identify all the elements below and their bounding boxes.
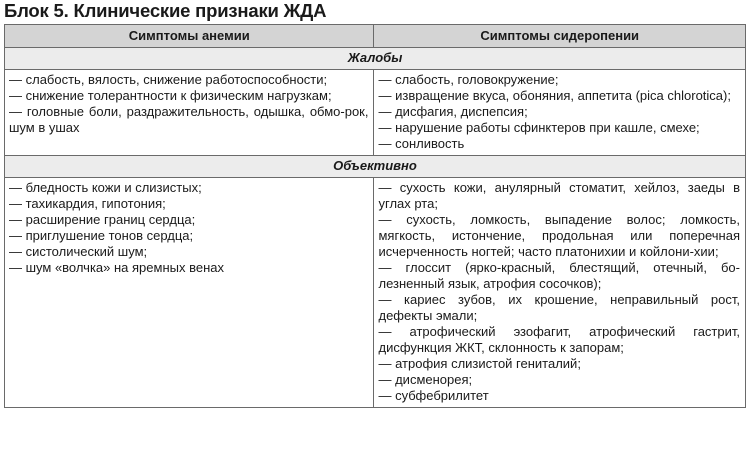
list-item: — нарушение работы сфинктеров при кашле, смехе; [378, 120, 700, 135]
list-item: — снижение толерантности к физическим нагрузкам; [9, 88, 332, 103]
section-row-complaints [5, 48, 746, 70]
list-item: — слабость, головокружение; [378, 72, 559, 87]
list-item: — приглушение тонов сердца; [9, 228, 194, 243]
symptoms-table [4, 24, 746, 408]
list-item: — слабость, вялость, снижение работоспособности; [9, 72, 328, 87]
list-item: — тахикардия, гипотония; [9, 196, 166, 211]
list-item: — систолический шум; [9, 244, 148, 259]
list-item: — головные боли, раздражительность, одышка, обмо-рок, шум в ушах [9, 104, 369, 135]
list-item: — сухость кожи, анулярный стоматит, хейлоз, заеды в углах рта; [378, 180, 740, 211]
block-title: Блок 5. Клинические признаки ЖДА [4, 0, 327, 21]
objective-anemia-cell [5, 178, 374, 408]
list-item: — сухость, ломкость, выпадение волос; ломкость, мягкость, истончение, продольная или поперечная исчерченность ногтей; часто платонихии и койлони-хии; [378, 212, 740, 259]
list-item: — извращение вкуса, обоняния, аппетита (pica chlorotica); [378, 88, 731, 103]
objective-sideropenia-cell [374, 178, 746, 408]
header-anemia: Симптомы анемии [5, 25, 374, 48]
section-label-complaints: Жалобы [5, 48, 746, 70]
list-item: — субфебрилитет [378, 388, 489, 403]
complaints-anemia-cell [5, 70, 374, 156]
list-item: — глоссит (ярко-красный, блестящий, отечный, бо-лезненный язык, атрофия сосочков); [378, 260, 740, 291]
table-row [5, 178, 746, 408]
section-row-objective [5, 156, 746, 178]
header-row [5, 25, 746, 48]
list-item: — бледность кожи и слизистых; [9, 180, 202, 195]
list-item: — атрофический эзофагит, атрофический гастрит, дисфункция ЖКТ, склонность к запорам; [378, 324, 740, 355]
list-item: — расширение границ сердца; [9, 212, 196, 227]
list-item: — атрофия слизистой гениталий; [378, 356, 581, 371]
table-row [5, 70, 746, 156]
list-item: — дисфагия, диспепсия; [378, 104, 528, 119]
list-item: — кариес зубов, их крошение, неправильный рост, дефекты эмали; [378, 292, 740, 323]
list-item: — дисменорея; [378, 372, 473, 387]
complaints-sideropenia-cell [374, 70, 746, 156]
list-item: — шум «волчка» на яремных венах [9, 260, 224, 275]
section-label-objective: Объективно [5, 156, 746, 178]
header-sideropenia: Симптомы сидеропении [374, 25, 746, 48]
list-item: — сонливость [378, 136, 465, 151]
